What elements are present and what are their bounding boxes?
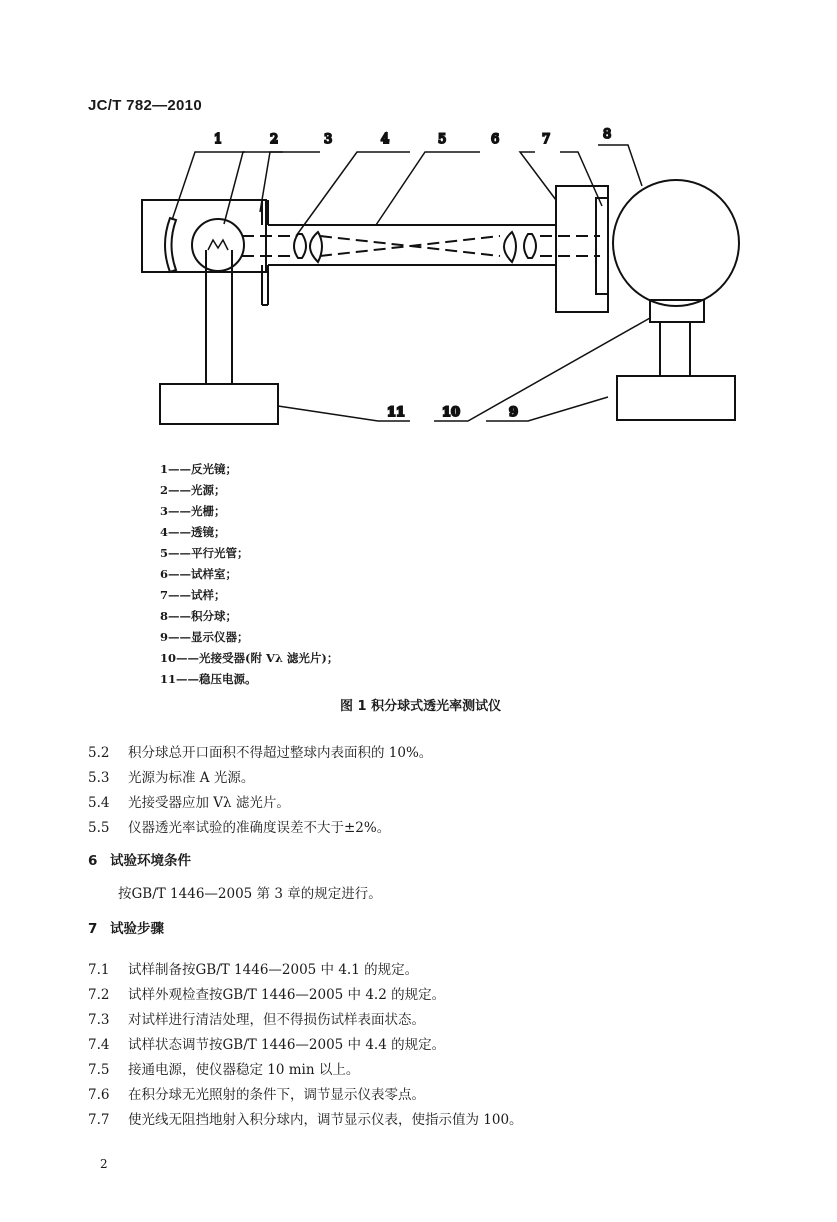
- clause-text: 光源为标准 A 光源。: [128, 770, 255, 786]
- clause-number: 7.7: [88, 1112, 110, 1128]
- clause-text: 试样外观检查按GB/T 1446—2005 中 4.2 的规定。: [128, 987, 446, 1003]
- callout-1: 1: [214, 132, 223, 147]
- reflector: [165, 218, 176, 272]
- legend-item: 11——稳压电源。: [160, 672, 257, 686]
- callout-6: 6: [491, 132, 500, 147]
- legend-item: 8——积分球；: [160, 609, 238, 623]
- clause-text: 使光线无阻挡地射入积分球内，调节显示仪表，使指示值为 100。: [128, 1112, 523, 1128]
- clause-text: 在积分球无光照射的条件下，调节显示仪表零点。: [128, 1087, 425, 1103]
- legend-item: 1——反光镜；: [160, 462, 238, 476]
- clause-row: [88, 816, 390, 836]
- apparatus-diagram: [0, 120, 837, 430]
- clause-text: 对试样进行清洁处理，但不得损伤试样表面状态。: [128, 1012, 425, 1028]
- legend-item: 2——光源；: [160, 483, 226, 497]
- clause-row: [88, 958, 418, 978]
- clause-text: 试样状态调节按GB/T 1446—2005 中 4.4 的规定。: [128, 1037, 446, 1053]
- section-body: 按GB/T 1446—2005 第 3 章的规定进行。: [118, 886, 382, 902]
- legend-item: 7——试样；: [160, 588, 226, 602]
- clause-number: 7.4: [88, 1037, 110, 1053]
- clause-text: 积分球总开口面积不得超过整球内表面积的 10%。: [128, 745, 433, 761]
- callout-3: 3: [324, 132, 333, 147]
- figure-caption: 图 1 积分球式透光率测试仪: [340, 699, 502, 714]
- callout-9: 9: [509, 405, 519, 420]
- sample: [596, 198, 608, 294]
- clause-number: 5.5: [88, 820, 110, 836]
- clause-number: 7.6: [88, 1087, 110, 1103]
- clause-row: [88, 791, 290, 811]
- clause-row: [88, 1008, 425, 1028]
- lens-right: [504, 232, 516, 262]
- legend-item: 4——透镜；: [160, 525, 226, 539]
- clause-row: [88, 1108, 523, 1128]
- clause-row: [88, 741, 432, 761]
- section-number: 6: [88, 853, 98, 869]
- callout-7: 7: [542, 132, 551, 147]
- clause-row: [88, 1058, 359, 1078]
- clause-row: [88, 1083, 425, 1103]
- clause-row: [88, 983, 445, 1003]
- callout-5: 5: [438, 132, 447, 147]
- legend-item: 9——显示仪器；: [160, 630, 249, 644]
- clause-number: 7.2: [88, 987, 110, 1003]
- lens-left: [294, 234, 306, 258]
- clause-number: 7.1: [88, 962, 110, 978]
- legend-item: 5——平行光管；: [160, 546, 249, 560]
- clause-text: 光接受器应加 Vλ 滤光片。: [128, 795, 290, 811]
- clause-text: 仪器透光率试验的准确度误差不大于±2%。: [128, 820, 391, 836]
- lamp-filament: [208, 240, 228, 250]
- clause-row: [88, 766, 254, 786]
- callout-4: 4: [381, 132, 390, 147]
- legend-item: 6——试样室；: [160, 567, 238, 581]
- document-header: JC/T 782—2010: [88, 97, 202, 114]
- clause-number: 7.3: [88, 1012, 110, 1028]
- clause-number: 5.4: [88, 795, 110, 811]
- section-title: 试验步骤: [110, 921, 164, 937]
- integrating-sphere: [613, 180, 739, 306]
- section-heading: [88, 849, 191, 869]
- legend-item: 3——光栅；: [160, 504, 226, 518]
- regulated-power-supply: [160, 384, 278, 424]
- section-number: 7: [88, 921, 98, 937]
- clause-text: 试样制备按GB/T 1446—2005 中 4.1 的规定。: [128, 962, 419, 978]
- lens-right-2: [524, 234, 536, 258]
- clause-number: 5.3: [88, 770, 110, 786]
- callout-2: 2: [270, 132, 279, 147]
- light-source-lamp: [192, 219, 244, 271]
- section-title: 试验环境条件: [110, 853, 191, 869]
- clause-number: 7.5: [88, 1062, 110, 1078]
- lens-left-2: [310, 232, 322, 262]
- section-heading: [88, 917, 164, 937]
- callout-11: 11: [387, 405, 406, 420]
- callout-10: 10: [442, 405, 461, 420]
- legend-item: 10——光接受器(附 Vλ 滤光片)；: [160, 651, 339, 665]
- page-number: 2: [100, 1157, 108, 1171]
- clause-number: 5.2: [88, 745, 110, 761]
- display-instrument: [617, 376, 735, 420]
- clause-text: 接通电源，使仪器稳定 10 min 以上。: [128, 1062, 360, 1078]
- callout-8: 8: [603, 127, 612, 142]
- clause-row: [88, 1033, 445, 1053]
